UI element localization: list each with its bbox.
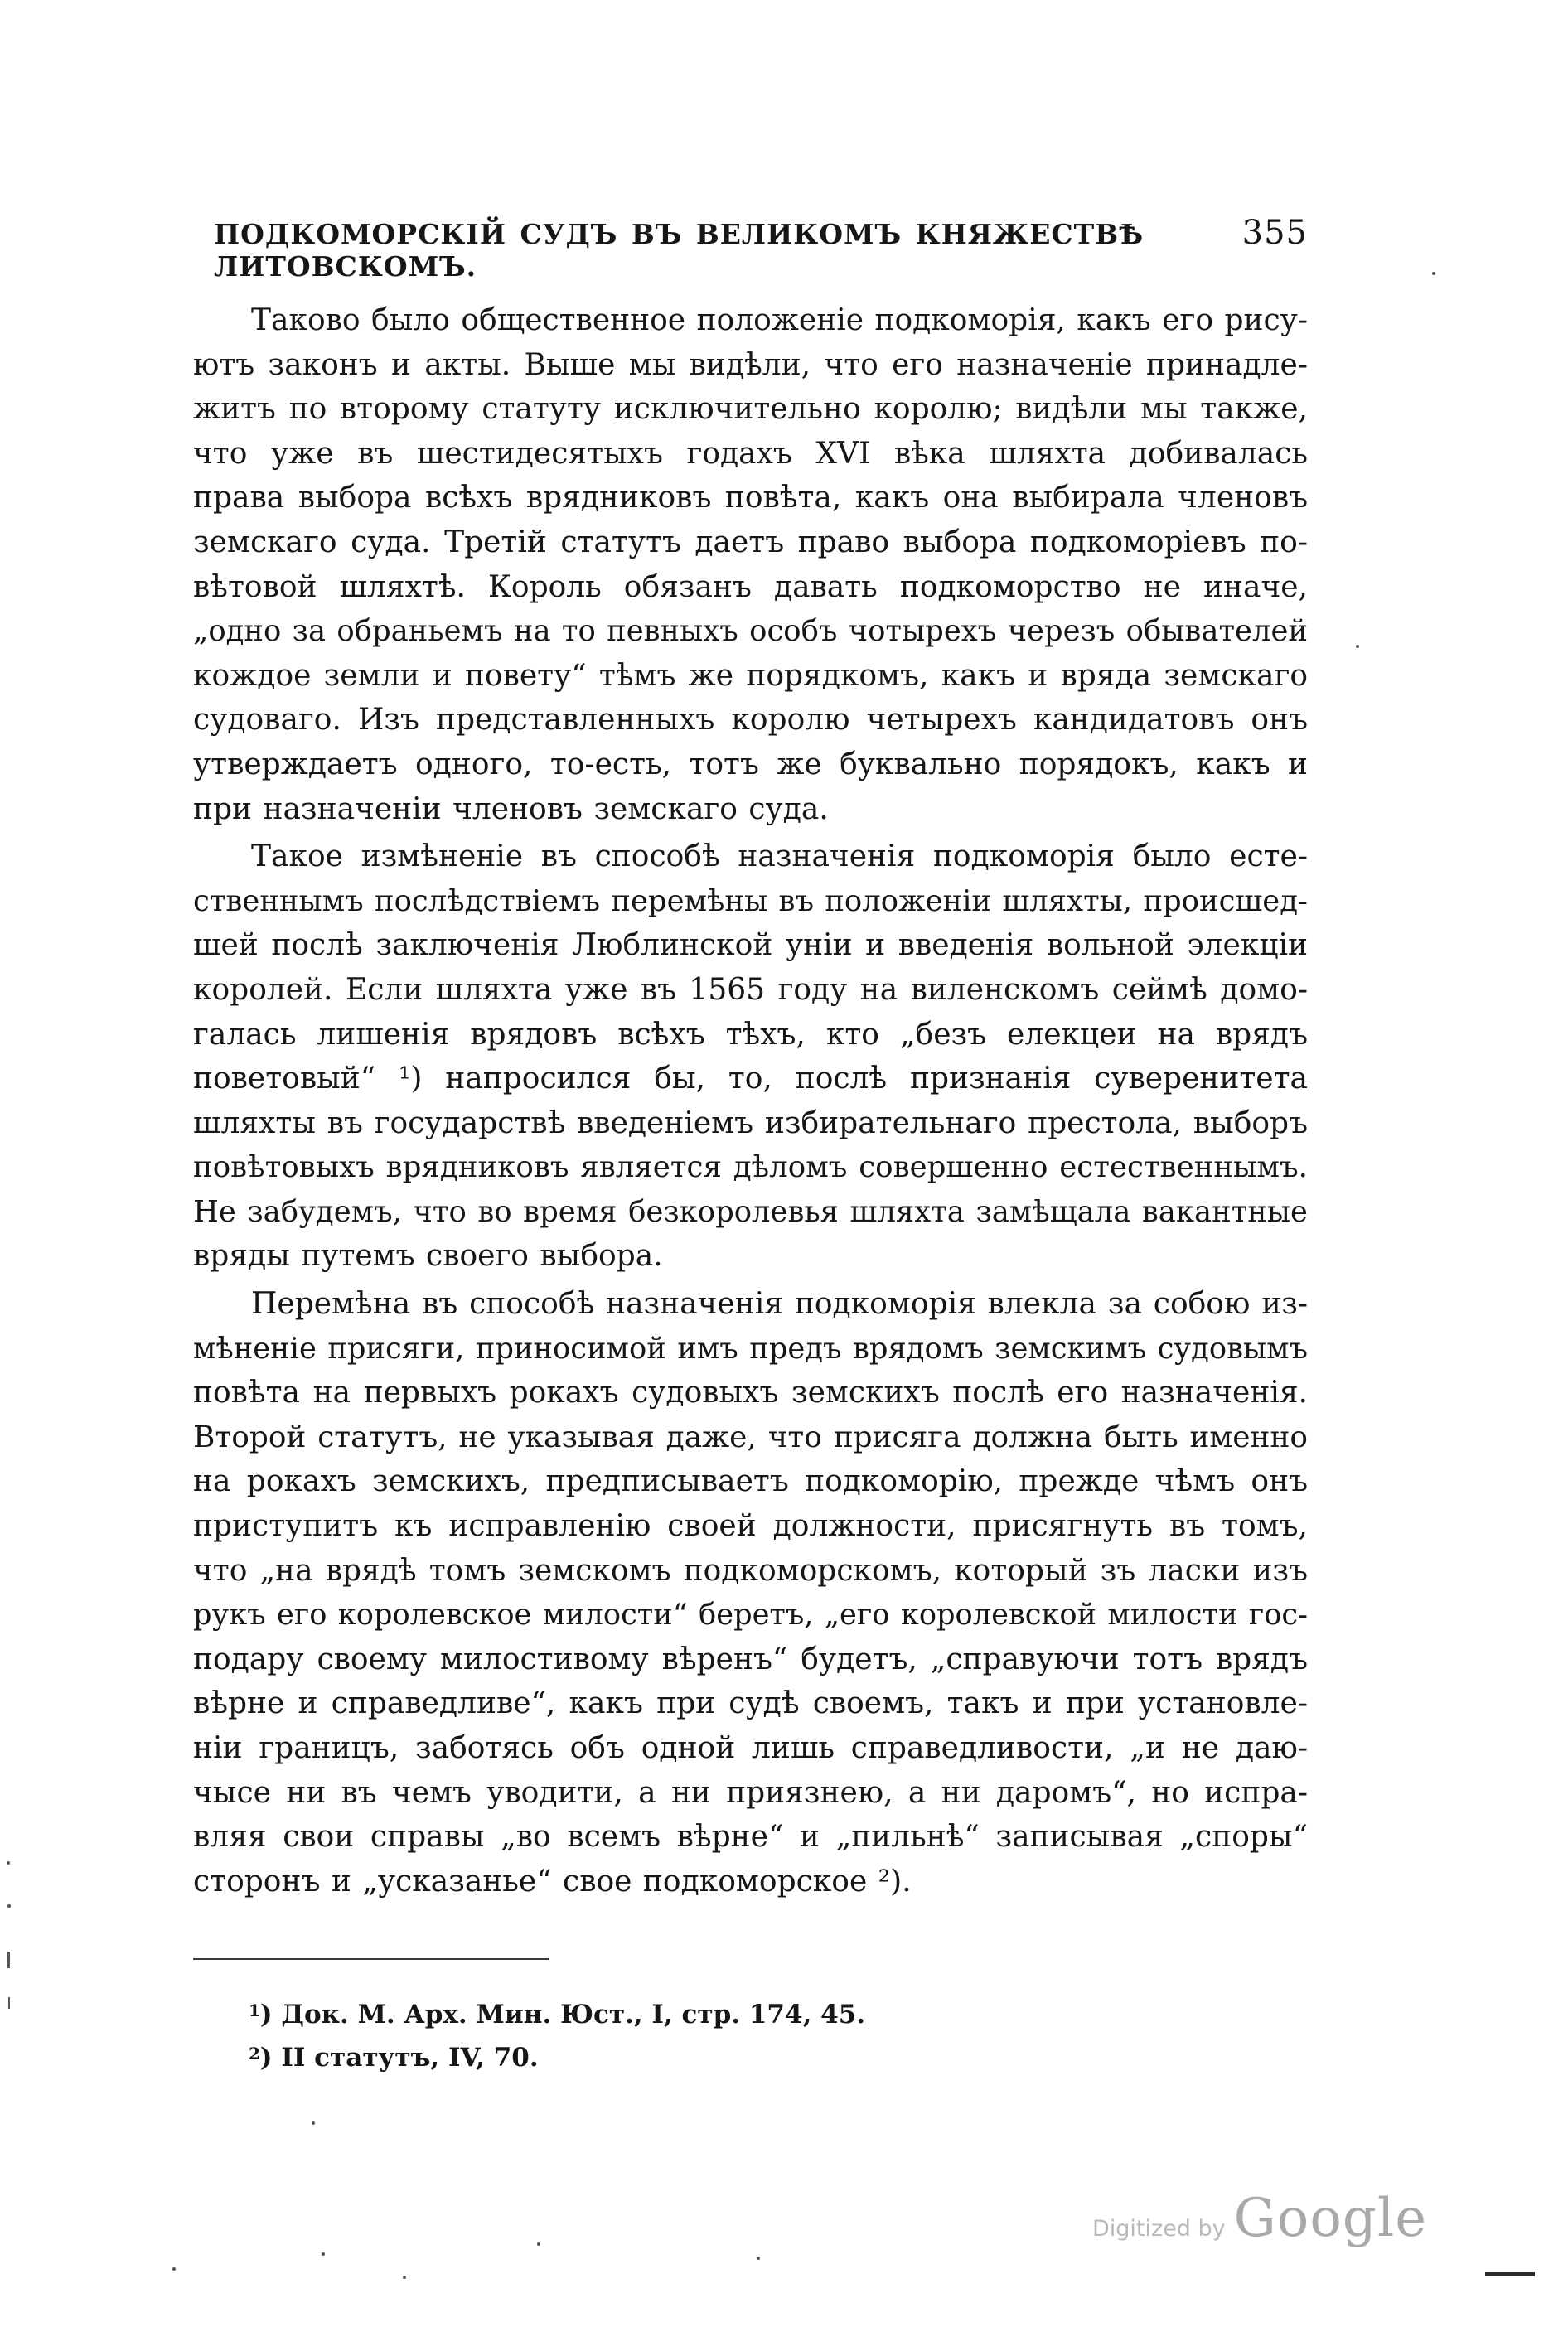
text-line: ственнымъ послѣдствіемъ перемѣны въ положеніи шляхты, происшед- xyxy=(193,883,1308,918)
text-line: чысе ни въ чемъ уводити, а ни приязнею, а ни даромъ“, но испра- xyxy=(193,1775,1308,1810)
speck xyxy=(322,2252,325,2256)
speck xyxy=(7,1904,11,1908)
speck xyxy=(1356,645,1359,648)
text-line: повѣта на первыхъ рокахъ судовыхъ земскихъ послѣ его назначенія. xyxy=(193,1376,1308,1410)
text-line: приступитъ къ исправленію своей должности, присягнуть въ томъ, xyxy=(193,1509,1308,1544)
speck xyxy=(403,2276,406,2279)
text-line: кождое земли и повету“ тѣмъ же порядкомъ, какъ и вряда земскаго xyxy=(193,658,1308,693)
text-line: земскаго суда. Третій статутъ даетъ право выбора подкоморіевъ по- xyxy=(193,525,1308,559)
text-line: рукъ его королевское милости“ беретъ, „его королевской милости гос- xyxy=(193,1598,1308,1633)
text-line: Такое измѣненіе въ способѣ назначенія подкоморія было есте- xyxy=(251,839,1308,874)
text-line: судоваго. Изъ представленныхъ королю четырехъ кандидатовъ онъ xyxy=(193,703,1308,738)
speck xyxy=(172,2267,176,2271)
text-line: шей послѣ заключенія Люблинской уніи и введенія вольной элекціи xyxy=(193,928,1308,963)
text-line: Таково было общественное положеніе подкоморія, какъ его рису- xyxy=(251,303,1308,337)
speck xyxy=(757,2257,760,2260)
text-line: „одно за обраньемъ на то певныхъ особъ чотырехъ черезъ обывателей xyxy=(193,614,1308,649)
text-line: вѣрне и справедливе“, какъ при судѣ своемъ, такъ и при установле- xyxy=(193,1686,1308,1721)
text-line: Перемѣна въ способѣ назначенія подкоморія влекла за собою из- xyxy=(251,1287,1308,1322)
speck xyxy=(8,1997,10,2009)
text-line: права выбора всѣхъ врядниковъ повѣта, какъ она выбирала членовъ xyxy=(193,481,1308,515)
running-title: ПОДКОМОРСКІЙ СУДЪ ВЪ ВЕЛИКОМЪ КНЯЖЕСТВѢ ЛИТОВСКОМЪ. xyxy=(214,218,1145,283)
speck xyxy=(537,2242,540,2246)
footnote-mark: 2 xyxy=(249,2044,260,2063)
text-line: что уже въ шестидесятыхъ годахъ XVI вѣка шляхта добивалась xyxy=(193,436,1308,471)
text-line: подару своему милостивому вѣренъ“ будетъ, „справуючи тотъ врядъ xyxy=(193,1642,1308,1676)
google-logo: Google xyxy=(1233,2188,1428,2249)
watermark-digitized-by: Digitized by xyxy=(1092,2216,1226,2242)
text-line: что „на врядѣ томъ земскомъ подкоморскомъ, который зъ ласки изъ xyxy=(193,1553,1308,1588)
footnote-text: ) Док. М. Арх. Мин. Юст., I, стр. 174, 45. xyxy=(259,2000,866,2029)
text-line: на рокахъ земскихъ, предписываетъ подкоморію, прежде чѣмъ онъ xyxy=(193,1464,1308,1499)
text-line: при назначеніи членовъ земскаго суда. xyxy=(193,791,829,826)
text-line: Второй статутъ, не указывая даже, что присяга должна быть именно xyxy=(193,1420,1308,1454)
speck xyxy=(312,2121,315,2125)
text-line: шляхты въ государствѣ введеніемъ избирательнаго престола, выборъ xyxy=(193,1105,1308,1140)
speck xyxy=(7,1952,10,1968)
footnote-mark: 1 xyxy=(249,2000,260,2020)
text-line: ніи границъ, заботясь объ одной лишь справедливости, „и не даю- xyxy=(193,1731,1308,1765)
page-number: 355 xyxy=(1241,214,1308,252)
text-line: сторонъ и „усказанье“ свое подкоморское ²). xyxy=(193,1864,912,1899)
speck xyxy=(7,1861,10,1865)
text-line: житъ по второму статуту исключительно королю; видѣли мы также, xyxy=(193,392,1308,427)
text-line: вѣтовой шляхтѣ. Король обязанъ давать подкоморство не иначе, xyxy=(193,569,1308,604)
footnote-text: ) II статутъ, IV, 70. xyxy=(259,2043,539,2073)
text-line: ютъ законъ и акты. Выше мы видѣли, что его назначеніе принадле- xyxy=(193,347,1308,382)
text-line: поветовый“ ¹) напросился бы, то, послѣ признанія суверенитета xyxy=(193,1062,1308,1096)
text-line: королей. Если шляхта уже въ 1565 году на виленскомъ сеймѣ домо- xyxy=(193,972,1308,1007)
text-line: повѣтовыхъ врядниковъ является дѣломъ совершенно естественнымъ. xyxy=(193,1150,1308,1185)
text-line: мѣненіе присяги, приносимой имъ предъ врядомъ земскимъ судовымъ xyxy=(193,1331,1308,1366)
speck xyxy=(1432,272,1435,275)
text-line: утверждаетъ одного, то-есть, тотъ же буквально порядокъ, какъ и xyxy=(193,747,1308,781)
text-line: галась лишенія врядовъ всѣхъ тѣхъ, кто „безъ елекцеи на врядъ xyxy=(193,1017,1308,1052)
text-line: вляя свои справы „во всемъ вѣрне“ и „пильнѣ“ записывая „споры“ xyxy=(193,1820,1308,1855)
text-line: Не забудемъ, что во время безкоролевья шляхта замѣщала вакантные xyxy=(193,1194,1308,1229)
text-line: вряды путемъ своего выбора. xyxy=(193,1239,663,1274)
